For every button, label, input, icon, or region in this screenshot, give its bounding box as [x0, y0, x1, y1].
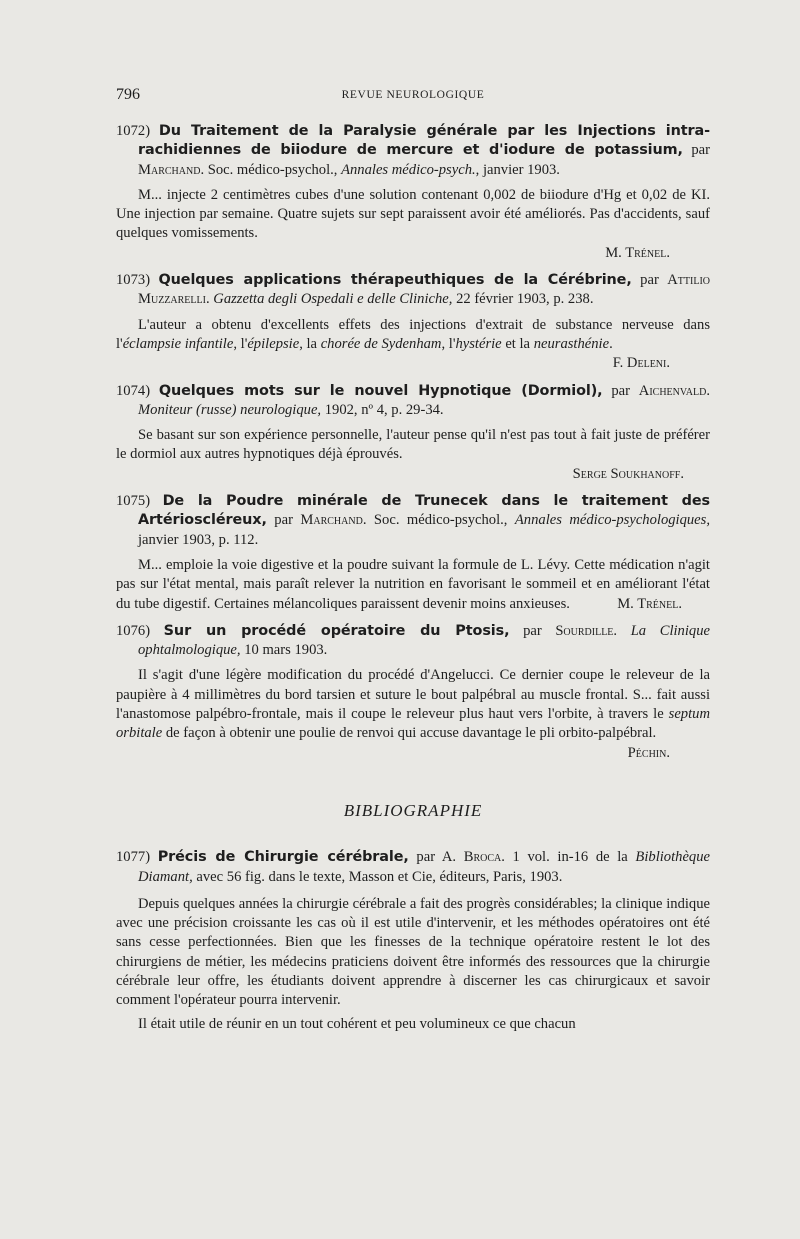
- signature: Serge Soukhanoff.: [572, 465, 684, 482]
- entry-heading: 1072) Du Traitement de la Paralysie générale par les Injections intra-rachidiennes de biiodure de mercure et d'iodure de potassium, par Marchand. Soc. médico-psychol., Annales médico-psych., janvier 1903.: [116, 123, 711, 178]
- entry-heading: 1076) Sur un procédé opératoire du Ptosis, par Sourdille. La Clinique ophtalmologique, 10 mars 1903.: [116, 622, 710, 659]
- author-name: Aichenvald: [638, 382, 707, 399]
- entry-1075: [116, 492, 710, 614]
- page-header: [116, 86, 710, 108]
- entry-title: De la Poudre minérale de Trunecek dans le traitement des Artérioscléreux,: [138, 493, 710, 529]
- entry-title: Sur un procédé opératoire du Ptosis,: [163, 622, 510, 639]
- entry-title: Du Traitement de la Paralysie générale par les Injections intra-rachidiennes de biiodure de mercure et d'iodure de potassium,: [138, 123, 710, 159]
- entry-title: Quelques applications thérapeuthiques de la Cérébrine,: [158, 272, 632, 289]
- journal-name: Annales médico-psychologiques,: [514, 512, 710, 529]
- entry-body: Se basant sur son expérience personnelle, l'auteur pense qu'il n'est pas tout à fait juste de préférer le dormiol aux autres hypnotiques déjà éprouvés.: [116, 427, 710, 463]
- entry-title: Quelques mots sur le nouvel Hypnotique (Dormiol),: [158, 382, 603, 399]
- author-name: Sourdille: [555, 622, 614, 639]
- entry-heading: 1077) Précis de Chirurgie cérébrale, par A. Broca. 1 vol. in-16 de la Bibliothèque Diamant, avec 56 fig. dans le texte, Masson et Cie, éditeurs, Paris, 1903.: [116, 849, 710, 885]
- journal-name: Bibliothèque Diamant,: [138, 849, 710, 885]
- entry-1073: [116, 271, 710, 373]
- entry-body: Il s'agit d'une légère modification du procédé d'Angelucci. Ce dernier coupe le releveur de la paupière à 4 millimètres du bord tarsien et suture le bout palpébral au muscle frontal. S... fait aussi l'anastomose palpébro-frontale, mais il coupe le releveur plus haut vers l'orbite, à travers le septum orbitale de façon à obtenir une poulie de renvoi qui accuse davantage le pli orbito-palpébral.: [116, 667, 710, 742]
- entry-title: Précis de Chirurgie cérébrale,: [157, 849, 409, 866]
- entry-heading: 1074) Quelques mots sur le nouvel Hypnotique (Dormiol), par Aichenvald. Moniteur (russe) neurologique, 1902, nº 4, p. 29-34.: [116, 382, 711, 418]
- entry-1077: [116, 848, 710, 1034]
- signature: F. Deleni.: [612, 355, 670, 372]
- signature: Péchin.: [627, 744, 670, 761]
- author-name: Marchand: [138, 161, 201, 178]
- journal-name: Annales médico-psych.: [341, 161, 476, 178]
- entry-heading: 1073) Quelques applications thérapeuthiques de la Cérébrine, par Attilio Muzzarelli. Gazzetta degli Ospedali e delle Cliniche, 22 février 1903, p. 238.: [116, 272, 711, 308]
- entry-heading: 1075) De la Poudre minérale de Trunecek dans le traitement des Artérioscléreux, par Marchand. Soc. médico-psychol., Annales médico-psychologiques, janvier 1903, p. 112.: [116, 493, 710, 548]
- entry-1074: [116, 382, 710, 484]
- entry-body: M... emploie la voie digestive et la poudre suivant la formule de L. Lévy. Cette médication n'agit pas sur l'état mental, mais paraît relever la nutrition en favorisant le sommeil et en améliorant l'état du tube digestif. Certaines mélancoliques paraissent devenir moins anxieuses. M. Trénel.: [116, 556, 710, 614]
- journal-name: La Clinique ophtalmologique,: [138, 622, 710, 659]
- author-name: Marchand: [300, 512, 363, 529]
- entry-body: L'auteur a obtenu d'excellents effets des injections d'extrait de substance nerveuse dans l'éclampsie infantile, l'épilepsie, la chorée de Sydenham, l'hystérie et la neurasthénie.: [116, 316, 710, 352]
- section-title: BIBLIOGRAPHIE: [343, 800, 483, 820]
- entry-body: M... injecte 2 centimètres cubes d'une solution contenant 0,002 de biiodure d'Hg et 0,02 de KI. Une injection par semaine. Quatre sujets sur sept paraissent avoir été améliorés. Pas d'accidents, sauf quelques vomissements.: [116, 186, 710, 242]
- author-name: Broca: [463, 849, 502, 866]
- entry-body-continued: Il était utile de réunir en un tout cohérent et peu volumineux ce que chacun: [138, 1015, 576, 1032]
- entry-1076: [116, 622, 710, 763]
- signature: M. Trénel.: [617, 595, 682, 612]
- entry-body: Depuis quelques années la chirurgie cérébrale a fait des progrès considérables; la clinique indique avec une précision croissante les cas où il est utile d'intervenir, et les méthodes opératoires ont été sans cesse perfectionnées. Bien que les finesses de la technique opératoire restent le lot des chirurgiens de métier, les médecins praticiens doivent être informés des ressources que la chirurgie cérébrale leur offre, les étudiants doivent apprendre à discerner les cas chirurgicaux et savoir comment l'opérateur pourra intervenir.: [116, 895, 710, 1009]
- journal-name: Moniteur (russe) neurologique,: [138, 401, 322, 418]
- running-title: REVUE NEUROLOGIQUE: [341, 89, 485, 101]
- author-name: Attilio Muzzarelli: [138, 272, 711, 308]
- page-number: 796: [116, 86, 140, 103]
- entry-1072: [116, 122, 710, 263]
- signature: M. Trénel.: [605, 244, 670, 261]
- article-column: [116, 122, 710, 1042]
- journal-name: Gazzetta degli Ospedali e delle Cliniche,: [213, 291, 453, 308]
